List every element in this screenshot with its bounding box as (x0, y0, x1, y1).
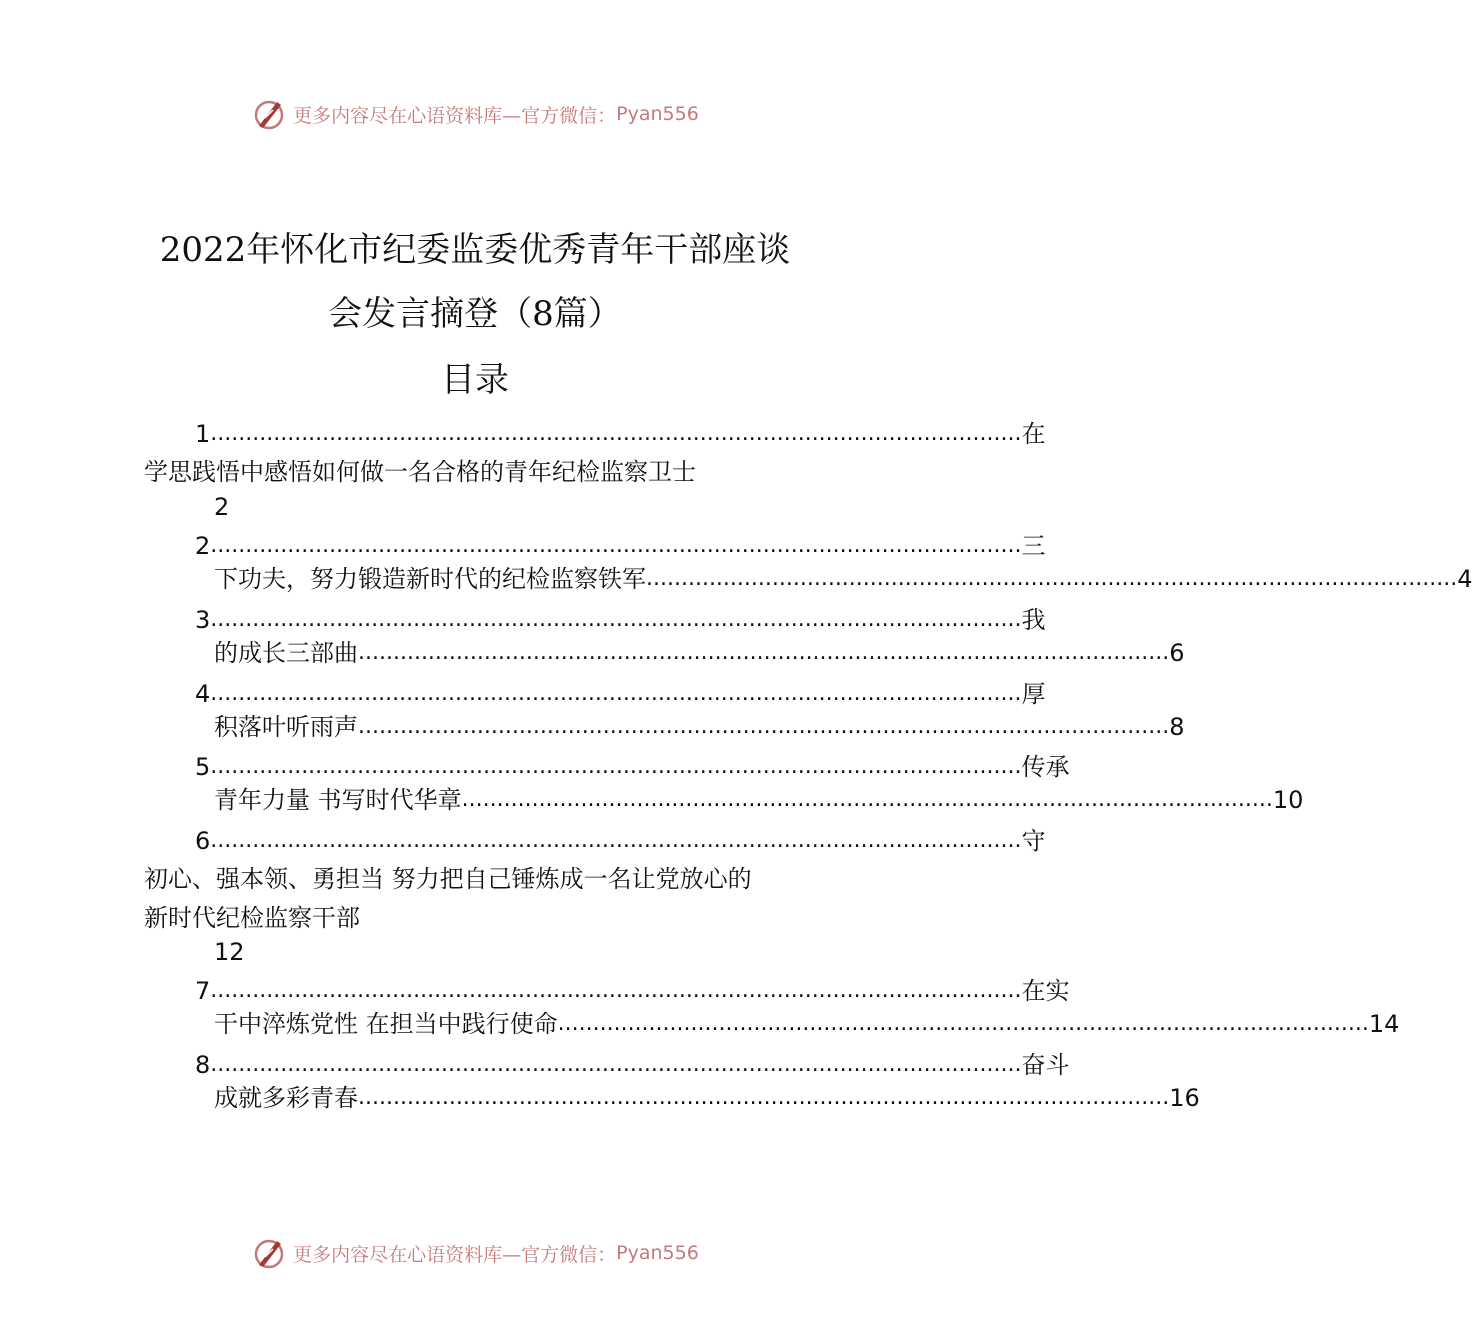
toc-leader-dots: .................................................................................................................... (646, 566, 1458, 591)
toc-leader-dots: .................................................................................................................... (210, 533, 1022, 558)
toc-number: 1 (195, 420, 211, 448)
toc-number: 2 (195, 532, 211, 560)
toc-entry-8[interactable] (195, 1048, 1070, 1082)
toc-title: 的成长三部曲 (214, 639, 358, 667)
toc-leader-dots: .................................................................................................................... (210, 681, 1022, 706)
toc-page: 6 (1169, 639, 1185, 667)
footer-banner (0, 1233, 950, 1273)
banner-text: 更多内容尽在心语资料库—官方微信： (293, 104, 617, 127)
doc-title-line1: 2022年怀化市纪委监委优秀青年干部座谈 (159, 230, 791, 270)
toc-entry-6-page: 12 (214, 938, 245, 966)
toc-entry-6-title-line1: 初心、强本领、勇担当 努力把自己锤炼成一名让党放心的 (144, 865, 752, 893)
toc-entry-3[interactable] (195, 603, 1046, 637)
toc-entry-3-title-line (214, 636, 1185, 670)
toc-page: 16 (1169, 1084, 1200, 1112)
toc-first-char: 厚 (1021, 680, 1046, 708)
toc-first-char: 守 (1021, 827, 1046, 855)
toc-entry-7-title-line (214, 1007, 1400, 1041)
toc-leader-dots: .................................................................................................................... (210, 978, 1022, 1003)
toc-page: 10 (1272, 786, 1304, 814)
banner-account: Pyan556 (616, 1242, 699, 1264)
toc-entry-4-title-line (214, 710, 1185, 744)
toc-first-char: 在实 (1021, 977, 1070, 1005)
toc-first-char: 我 (1021, 606, 1046, 634)
banner-account: Pyan556 (616, 103, 699, 125)
toc-title: 青年力量 书写时代华章 (214, 786, 462, 814)
toc-leader-dots: .................................................................................................................... (557, 1011, 1369, 1036)
toc-leader-dots: .................................................................................................................... (210, 607, 1022, 632)
toc-entry-6[interactable] (195, 824, 1046, 858)
toc-entry-5-title-line (214, 783, 1304, 817)
toc-page: 8 (1169, 713, 1185, 741)
toc-title: 下功夫，努力锻造新时代的纪检监察铁军 (214, 565, 646, 593)
doc-title-line2: 会发言摘登（8篇） (328, 294, 622, 334)
toc-entry-1-page: 2 (214, 493, 230, 521)
feather-pen-logo-icon (251, 1235, 287, 1271)
header-banner (0, 94, 950, 134)
toc-leader-dots: .................................................................................................................... (210, 828, 1022, 853)
toc-page: 14 (1368, 1010, 1400, 1038)
toc-number: 7 (195, 977, 211, 1005)
toc-entry-2-title-line (214, 562, 1473, 596)
toc-entry-5[interactable] (195, 750, 1070, 784)
toc-leader-dots: .................................................................................................................... (210, 1052, 1022, 1077)
feather-pen-logo-icon (251, 96, 287, 132)
toc-leader-dots: .................................................................................................................... (210, 421, 1022, 446)
toc-entry-1-title: 学思践悟中感悟如何做一名合格的青年纪检监察卫士 (144, 458, 696, 486)
toc-heading: 目录 (441, 360, 509, 400)
toc-number: 6 (195, 827, 211, 855)
toc-entry-1[interactable] (195, 417, 1046, 451)
toc-entry-7[interactable] (195, 974, 1070, 1008)
toc-entry-6-title-line2: 新时代纪检监察干部 (144, 904, 360, 932)
toc-page: 4 (1457, 565, 1473, 593)
toc-leader-dots: .................................................................................................................... (210, 754, 1022, 779)
toc-number: 3 (195, 606, 211, 634)
toc-title: 成就多彩青春 (214, 1084, 358, 1112)
toc-first-char: 在 (1021, 420, 1046, 448)
toc-leader-dots: .................................................................................................................... (358, 714, 1170, 739)
toc-first-char: 三 (1021, 532, 1046, 560)
toc-leader-dots: .................................................................................................................... (358, 1085, 1170, 1110)
toc-entry-4[interactable] (195, 677, 1046, 711)
toc-first-char: 传承 (1021, 753, 1070, 781)
toc-entry-2[interactable] (195, 529, 1046, 563)
toc-leader-dots: .................................................................................................................... (461, 787, 1273, 812)
toc-entry-8-title-line (214, 1081, 1200, 1115)
toc-title: 积落叶听雨声 (214, 713, 358, 741)
toc-number: 8 (195, 1051, 211, 1079)
toc-first-char: 奋斗 (1021, 1051, 1070, 1079)
toc-number: 5 (195, 753, 211, 781)
toc-leader-dots: .................................................................................................................... (358, 640, 1170, 665)
banner-text: 更多内容尽在心语资料库—官方微信： (293, 1243, 617, 1266)
toc-number: 4 (195, 680, 211, 708)
toc-title: 干中淬炼党性 在担当中践行使命 (214, 1010, 558, 1038)
